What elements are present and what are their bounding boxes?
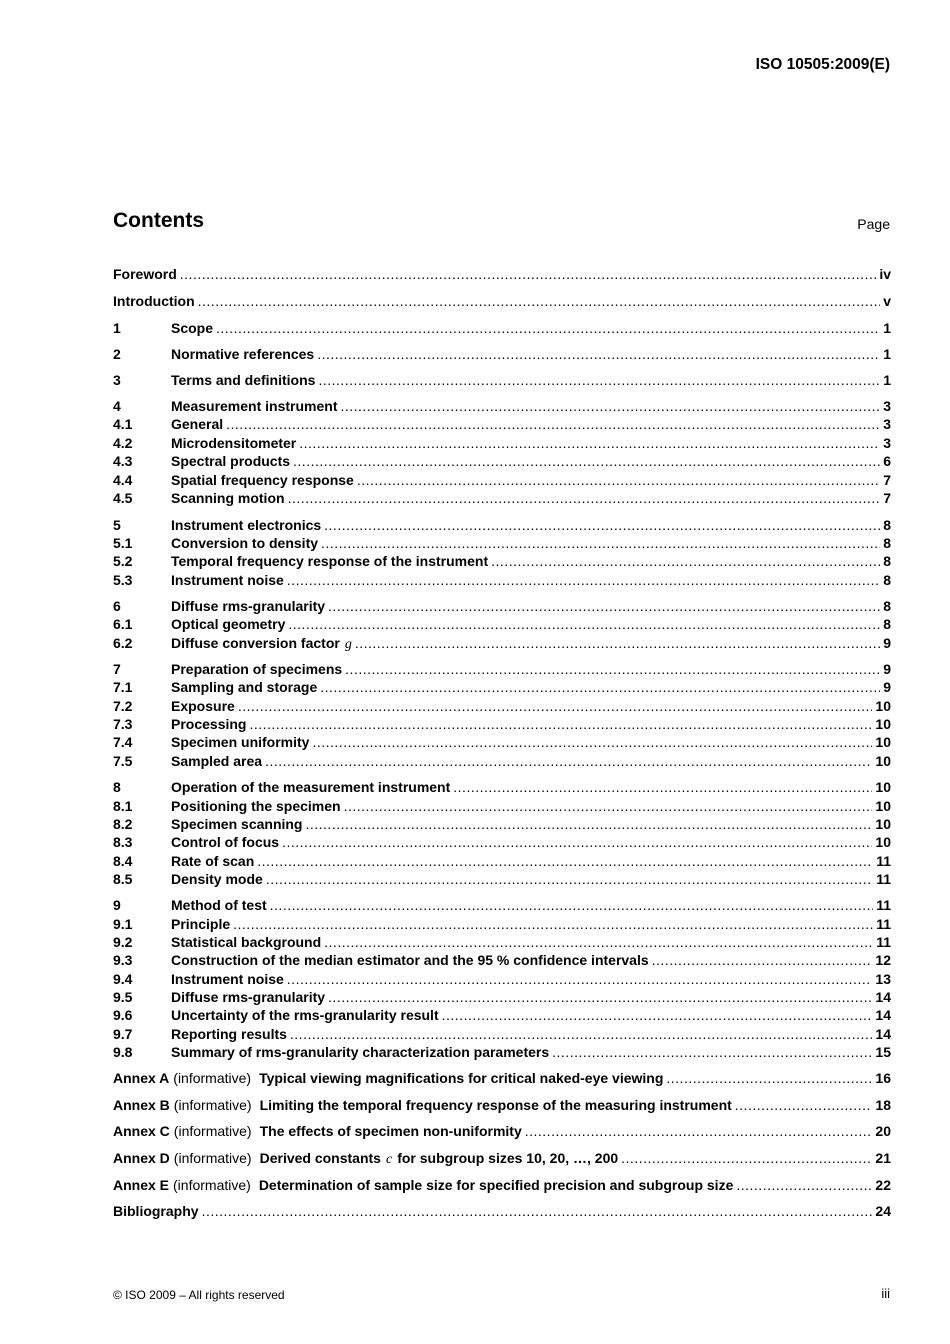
dot-leader — [453, 779, 872, 795]
dot-leader — [344, 798, 873, 814]
toc-entry-number: 9.7 — [113, 1026, 133, 1042]
toc-entry-page: 7 — [883, 490, 891, 506]
toc-entry-title: Instrument noise — [171, 971, 284, 987]
toc-entry[interactable] — [113, 871, 891, 891]
dot-leader — [652, 952, 873, 968]
dot-leader — [324, 934, 873, 950]
dot-leader — [198, 293, 881, 309]
toc-entry[interactable] — [113, 1044, 891, 1064]
annex-letter: Annex A — [113, 1070, 170, 1086]
toc-entry-number: 4 — [113, 398, 121, 414]
dot-leader — [270, 897, 874, 913]
toc-entry-page: 10 — [875, 798, 891, 814]
toc-entry-number: 8.3 — [113, 834, 133, 850]
toc-entry-title: Control of focus — [171, 834, 280, 850]
toc-entry-page: 12 — [875, 952, 891, 968]
dot-leader — [666, 1070, 872, 1086]
toc-entry-title: Spectral products — [171, 453, 291, 469]
toc-entry[interactable] — [113, 798, 891, 818]
dot-leader — [328, 989, 872, 1005]
toc-entry-page: 9 — [883, 635, 891, 651]
toc-entry-number: 6 — [113, 598, 121, 614]
copyright-footer: © ISO 2009 – All rights reserved — [113, 1288, 285, 1302]
annex-title: Limiting the temporal frequency response of the measuring instrument — [259, 1097, 732, 1113]
toc-entry[interactable] — [113, 398, 891, 418]
toc-entry-number: 9.2 — [113, 934, 133, 950]
bibliography-title: Bibliography — [113, 1203, 199, 1219]
toc-entry[interactable] — [113, 716, 891, 736]
toc-entry-page: v — [883, 293, 891, 309]
toc-entry[interactable] — [113, 266, 891, 286]
toc-entry[interactable] — [113, 472, 891, 492]
toc-entry[interactable] — [113, 779, 891, 799]
toc-entry-title: Rate of scan — [171, 853, 255, 869]
toc-entry-number: 1 — [113, 320, 121, 336]
dot-leader — [621, 1150, 872, 1166]
annex-letter: Annex C — [113, 1123, 170, 1139]
toc-entry-title: Summary of rms-granularity characterization parameters — [171, 1044, 550, 1060]
dot-leader — [226, 416, 880, 432]
toc-entry-number: 9 — [113, 897, 121, 913]
toc-entry-number: 9.4 — [113, 971, 133, 987]
toc-entry[interactable] — [113, 346, 891, 366]
dot-leader — [257, 853, 873, 869]
toc-entry-page: 6 — [883, 453, 891, 469]
toc-entry-number: 7.4 — [113, 734, 133, 750]
annex-label — [113, 1177, 251, 1193]
toc-entry-number: 7.3 — [113, 716, 133, 732]
toc-entry-number: 7.5 — [113, 753, 133, 769]
toc-entry-number: 3 — [113, 372, 121, 388]
toc-entry-title: Diffuse rms-granularity — [171, 989, 326, 1005]
toc-entry-title: Scope — [171, 320, 214, 336]
dot-leader — [318, 372, 880, 388]
toc-entry[interactable] — [113, 616, 891, 636]
toc-entry-title: Terms and definitions — [171, 372, 316, 388]
toc-entry-number: 6.2 — [113, 635, 133, 651]
toc-entry-title: Positioning the specimen — [171, 798, 341, 814]
page-column-label: Page — [857, 216, 890, 232]
toc-entry-page: 8 — [883, 598, 891, 614]
toc-entry-number: 7.1 — [113, 679, 133, 695]
toc-entry-page: 11 — [876, 934, 891, 950]
toc-entry[interactable] — [113, 635, 891, 655]
toc-entry[interactable] — [113, 897, 891, 917]
dot-leader — [735, 1097, 873, 1113]
toc-annex-entry[interactable] — [113, 1177, 891, 1197]
toc-entry-title: Introduction — [113, 293, 195, 309]
toc-entry-title: Method of test — [171, 897, 267, 913]
toc-entry-page: 11 — [876, 916, 891, 932]
toc-entry-page: iv — [879, 266, 891, 282]
toc-entry-number: 6.1 — [113, 616, 133, 632]
annex-type: (informative) — [173, 1150, 252, 1166]
toc-entry-number: 4.3 — [113, 453, 133, 469]
toc-entry-page: 15 — [875, 1044, 891, 1060]
dot-leader — [288, 616, 880, 632]
annex-type: (informative) — [173, 1123, 252, 1139]
toc-entry-page: 1 — [883, 346, 891, 362]
toc-entry-page: 8 — [883, 553, 891, 569]
toc-entry-title: Measurement instrument — [171, 398, 338, 414]
toc-entry-number: 9.8 — [113, 1044, 133, 1060]
dot-leader — [233, 916, 873, 932]
dot-leader — [552, 1044, 872, 1060]
toc-entry[interactable] — [113, 293, 891, 313]
dot-leader — [305, 816, 872, 832]
toc-annex-entry[interactable] — [113, 1123, 891, 1143]
toc-entry-number: 9.5 — [113, 989, 133, 1005]
toc-entry-page: 9 — [883, 661, 891, 677]
toc-entry-number: 5.3 — [113, 572, 133, 588]
toc-entry-page: 14 — [875, 1026, 891, 1042]
toc-entry-page: 10 — [875, 816, 891, 832]
toc-entry-page: 18 — [875, 1097, 891, 1113]
annex-label — [113, 1070, 251, 1086]
toc-entry-number: 5.1 — [113, 535, 133, 551]
toc-entry-page: 24 — [875, 1203, 891, 1219]
toc-entry-page: 8 — [883, 535, 891, 551]
toc-entry-number: 7.2 — [113, 698, 133, 714]
toc-entry-number: 9.3 — [113, 952, 133, 968]
toc-entry-title: Statistical background — [171, 934, 322, 950]
toc-entry-number: 8.4 — [113, 853, 133, 869]
toc-annex-entry[interactable] — [113, 1097, 891, 1117]
toc-entry[interactable] — [113, 989, 891, 1009]
annex-title-part: Derived constants — [259, 1150, 381, 1166]
toc-entry[interactable] — [113, 416, 891, 436]
toc-entry-page: 1 — [883, 320, 891, 336]
toc-entry-page: 20 — [875, 1123, 891, 1139]
dot-leader — [282, 834, 872, 850]
toc-entry[interactable] — [113, 853, 891, 873]
toc-entry[interactable] — [113, 816, 891, 836]
toc-entry-number: 4.5 — [113, 490, 133, 506]
toc-entry-title: Diffuse rms-granularity — [171, 598, 326, 614]
toc-entry[interactable] — [113, 971, 891, 991]
toc-entry-page: 8 — [883, 616, 891, 632]
dot-leader — [355, 635, 880, 651]
toc-entry-title: Sampled area — [171, 753, 263, 769]
toc-entry[interactable] — [113, 1007, 891, 1027]
toc-entry-page: 10 — [875, 779, 891, 795]
toc-entry[interactable] — [113, 952, 891, 972]
dot-leader — [287, 572, 880, 588]
toc-entry-number: 5 — [113, 517, 121, 533]
toc-entry[interactable] — [113, 453, 891, 473]
dot-leader — [287, 971, 873, 987]
toc-entry-title: Optical geometry — [171, 616, 286, 632]
annex-title-part: for subgroup sizes 10, 20, …, 200 — [397, 1150, 619, 1166]
annex-title: The effects of specimen non-uniformity — [259, 1123, 522, 1139]
annex-label — [113, 1097, 252, 1113]
toc-entry-page: 13 — [875, 971, 891, 987]
toc-entry-page: 10 — [875, 698, 891, 714]
toc-entry[interactable] — [113, 572, 891, 592]
toc-entry[interactable] — [113, 661, 891, 681]
dot-leader — [299, 435, 880, 451]
toc-entry-title: Specimen scanning — [171, 816, 303, 832]
annex-type: (informative) — [173, 1097, 252, 1113]
toc-entry[interactable] — [113, 698, 891, 718]
toc-entry[interactable] — [113, 535, 891, 555]
dot-leader — [340, 398, 880, 414]
annex-title-symbol: c — [385, 1152, 393, 1167]
toc-entry[interactable] — [113, 753, 891, 773]
toc-entry[interactable] — [113, 934, 891, 954]
toc-entry-number: 4.4 — [113, 472, 133, 488]
annex-title — [260, 1150, 619, 1168]
toc-annex-entry[interactable] — [113, 1070, 891, 1090]
toc-entry[interactable] — [113, 734, 891, 754]
page-number-footer: iii — [881, 1286, 890, 1301]
toc-entry-title: Processing — [171, 716, 247, 732]
toc-entry-page: 14 — [875, 989, 891, 1005]
toc-entry-page: 10 — [875, 753, 891, 769]
dot-leader — [180, 266, 877, 282]
contents-title: Contents — [113, 209, 204, 232]
toc-entry-page: 11 — [876, 897, 891, 913]
dot-leader — [288, 490, 881, 506]
toc-entry-symbol: g — [344, 637, 352, 652]
toc-bibliography-entry[interactable] — [113, 1203, 891, 1223]
dot-leader — [293, 453, 880, 469]
toc-entry-number: 2 — [113, 346, 121, 362]
toc-entry-title: Scanning motion — [171, 490, 285, 506]
toc-entry-title: Exposure — [171, 698, 235, 714]
toc-entry-title: Density mode — [171, 871, 263, 887]
toc-entry[interactable] — [113, 553, 891, 573]
toc-entry-title: Instrument electronics — [171, 517, 322, 533]
toc-entry-number: 4.2 — [113, 435, 133, 451]
annex-letter: Annex B — [113, 1097, 170, 1113]
toc-entry-title: Conversion to density — [171, 535, 319, 551]
toc-entry-title: Microdensitometer — [171, 435, 297, 451]
dot-leader — [491, 553, 880, 569]
toc-entry-page: 8 — [883, 572, 891, 588]
toc-entry-page: 21 — [875, 1150, 891, 1166]
dot-leader — [328, 598, 880, 614]
annex-letter: Annex E — [113, 1177, 170, 1193]
toc-entry[interactable] — [113, 916, 891, 936]
toc-entry-page: 9 — [883, 679, 891, 695]
toc-entry-number: 8.2 — [113, 816, 133, 832]
annex-type: (informative) — [173, 1177, 251, 1193]
dot-leader — [216, 320, 880, 336]
toc-entry-title: Diffuse conversion factor — [171, 635, 340, 651]
toc-entry-page: 8 — [883, 517, 891, 533]
toc-entry-page: 14 — [875, 1007, 891, 1023]
toc-entry-title: General — [171, 416, 224, 432]
toc-entry-title: Principle — [171, 916, 231, 932]
dot-leader — [238, 698, 873, 714]
toc-entry-number: 7 — [113, 661, 121, 677]
dot-leader — [320, 679, 880, 695]
toc-entry-page: 7 — [883, 472, 891, 488]
toc-entry-title: Construction of the median estimator and the 95 % confidence intervals — [171, 952, 649, 968]
toc-entry-number: 4.1 — [113, 416, 133, 432]
toc-entry-title: Sampling and storage — [171, 679, 318, 695]
annex-label — [113, 1150, 252, 1166]
toc-entry-title: Temporal frequency response of the instrument — [171, 553, 489, 569]
toc-entry-title: Spatial frequency response — [171, 472, 354, 488]
toc-entry[interactable] — [113, 1026, 891, 1046]
dot-leader — [357, 472, 880, 488]
annex-type: (informative) — [173, 1070, 252, 1086]
toc-entry-title: Preparation of specimens — [171, 661, 343, 677]
toc-entry[interactable] — [113, 598, 891, 618]
toc-entry-number: 8 — [113, 779, 121, 795]
dot-leader — [312, 734, 872, 750]
dot-leader — [266, 871, 873, 887]
toc-entry[interactable] — [113, 435, 891, 455]
dot-leader — [324, 517, 880, 533]
dot-leader — [317, 346, 880, 362]
toc-entry-number: 8.1 — [113, 798, 133, 814]
toc-entry-title: Normative references — [171, 346, 315, 362]
annex-title: Determination of sample size for specified precision and subgroup size — [258, 1177, 734, 1193]
dot-leader — [345, 661, 880, 677]
toc-entry-page: 16 — [875, 1070, 891, 1086]
toc-entry-page: 3 — [883, 416, 891, 432]
toc-entry[interactable] — [113, 834, 891, 854]
annex-letter: Annex D — [113, 1150, 170, 1166]
toc-entry-page: 3 — [883, 435, 891, 451]
toc-entry-title: Foreword — [113, 266, 177, 282]
dot-leader — [290, 1026, 873, 1042]
toc-entry-number: 5.2 — [113, 553, 133, 569]
toc-entry-page: 11 — [876, 871, 891, 887]
toc-entry[interactable] — [113, 679, 891, 699]
dot-leader — [442, 1007, 873, 1023]
toc-entry-number: 8.5 — [113, 871, 133, 887]
dot-leader — [249, 716, 872, 732]
toc-entry-page: 22 — [875, 1177, 891, 1193]
dot-leader — [321, 535, 880, 551]
toc-entry-page: 10 — [875, 716, 891, 732]
toc-entry-title: Specimen uniformity — [171, 734, 310, 750]
dot-leader — [265, 753, 872, 769]
toc-annex-entry[interactable] — [113, 1150, 891, 1170]
toc-entry-number: 9.6 — [113, 1007, 133, 1023]
toc-entry-page: 10 — [875, 834, 891, 850]
toc-entry[interactable] — [113, 320, 891, 340]
toc-entry-title: Instrument noise — [171, 572, 284, 588]
toc-entry-page: 3 — [883, 398, 891, 414]
dot-leader — [202, 1203, 873, 1219]
toc-entry-title: Uncertainty of the rms-granularity result — [171, 1007, 439, 1023]
annex-label — [113, 1123, 252, 1139]
toc-entry-page: 10 — [875, 734, 891, 750]
toc-entry-title: Reporting results — [171, 1026, 287, 1042]
toc-entry-page: 11 — [876, 853, 891, 869]
toc-entry-number: 9.1 — [113, 916, 133, 932]
toc-entry[interactable] — [113, 517, 891, 537]
toc-entry[interactable] — [113, 490, 891, 510]
toc-entry-title: Operation of the measurement instrument — [171, 779, 451, 795]
toc-entry-page: 1 — [883, 372, 891, 388]
dot-leader — [525, 1123, 873, 1139]
dot-leader — [736, 1177, 872, 1193]
standard-id-header: ISO 10505:2009(E) — [755, 56, 890, 73]
toc-entry[interactable] — [113, 372, 891, 392]
annex-title: Typical viewing magnifications for critical naked-eye viewing — [259, 1070, 664, 1086]
